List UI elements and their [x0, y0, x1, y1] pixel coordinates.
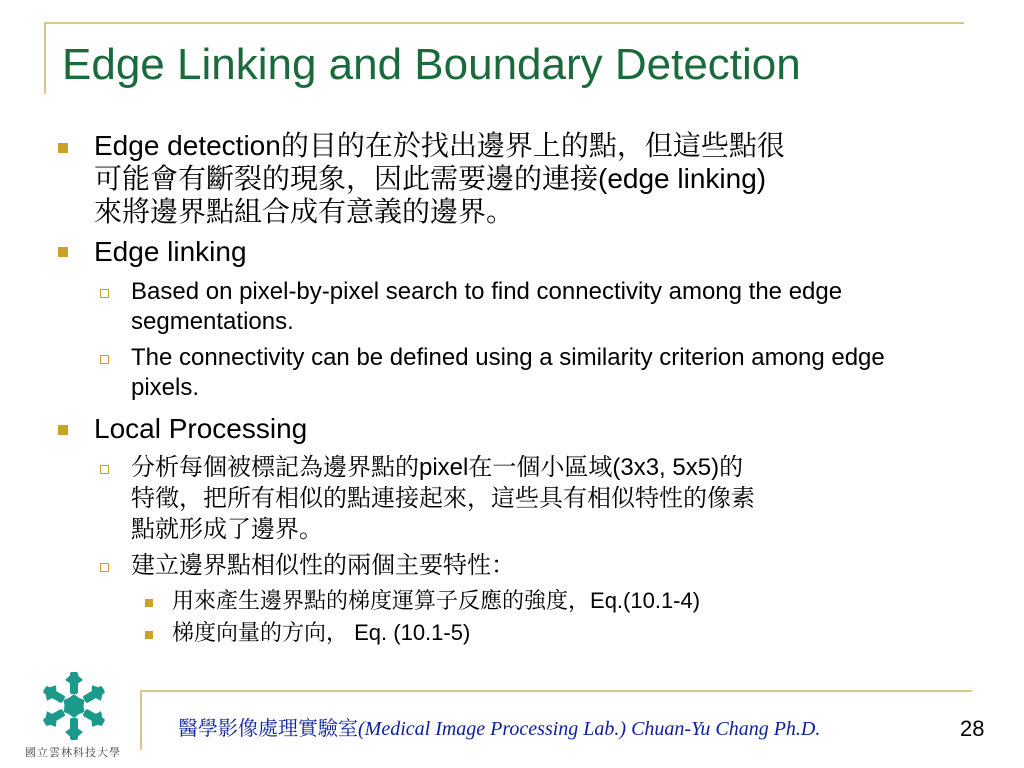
feature-text-a: 分析每個被標記為邊界點的 — [131, 453, 419, 481]
sub-bullet-marker — [100, 563, 109, 572]
property-gradient-direction — [172, 619, 932, 648]
sub-sub-bullet-marker — [145, 599, 153, 607]
slide-title: Edge Linking and Boundary Detection — [62, 40, 801, 89]
edge-detection-text-1: 的目的在於找出邊界上的點，但這些點很 — [280, 129, 785, 162]
footer-rule — [140, 690, 972, 692]
sub-bullet-connectivity: The connectivity can be defined using a similarity criterion among edge pixels. — [131, 344, 885, 401]
bullet-edge-detection — [94, 129, 944, 228]
gradient-direction-text: 梯度向量的方向， — [172, 621, 349, 646]
edge-detection-text-2: 可能會有斷裂的現象，因此需要邊的連接 — [94, 162, 599, 195]
sub-bullet-pixel-search: Based on pixel-by-pixel search to find connectivity among the edge segmentations. — [131, 278, 843, 335]
feature-text-c: 的 — [719, 453, 744, 481]
property-gradient-magnitude — [172, 587, 932, 616]
edge-linking-term: (edge linking) — [598, 163, 767, 194]
feature-text-b: 在一個小區域 — [468, 453, 613, 481]
edge-detection-text-3: 來將邊界點組合成有意義的邊界。 — [94, 195, 515, 228]
edge-detection-term: Edge detection — [94, 130, 281, 161]
gradient-magnitude-eq: Eq.(10.1-4) — [590, 588, 701, 613]
feature-term-pixel: pixel — [419, 454, 469, 481]
sub-bullet-marker — [100, 355, 109, 364]
feature-text-line2: 特徵，把所有相似的點連接起來，這些具有相似特性的像素 — [131, 484, 755, 512]
footer-lab-name: 醫學影像處理實驗室 — [178, 718, 358, 740]
logo-caption: 國立雲林科技大學 — [25, 746, 121, 759]
title-frame-left-rule — [44, 22, 46, 94]
sub-bullet-feature-analysis — [131, 452, 941, 545]
title-frame-top-rule — [44, 22, 964, 24]
feature-term-window: (3x3, 5x5) — [612, 454, 720, 481]
page-number: 28 — [960, 716, 985, 741]
bullet-edge-linking: Edge linking — [94, 236, 247, 267]
sub-bullet-marker — [100, 289, 109, 298]
gradient-magnitude-text: 用來產生邊界點的梯度運算子反應的強度， — [172, 589, 591, 614]
sub-bullet-marker — [100, 465, 109, 474]
sub-sub-bullet-marker — [145, 631, 153, 639]
feature-text-line3: 點就形成了邊界。 — [131, 515, 323, 543]
footer-author: (Medical Image Processing Lab.) Chuan-Yu Chang Ph.D. — [358, 718, 821, 740]
sub-bullet-two-properties: 建立邊界點相似性的兩個主要特性： — [131, 551, 515, 579]
footer-credit — [178, 712, 820, 741]
bullet-local-processing: Local Processing — [94, 413, 308, 444]
bullet-marker — [58, 247, 68, 257]
bullet-marker — [58, 425, 68, 435]
snowflake-logo-icon — [32, 668, 116, 744]
gradient-direction-eq: Eq. (10.1-5) — [348, 620, 471, 645]
bullet-marker — [58, 143, 68, 153]
footer-vertical-rule — [140, 690, 142, 750]
